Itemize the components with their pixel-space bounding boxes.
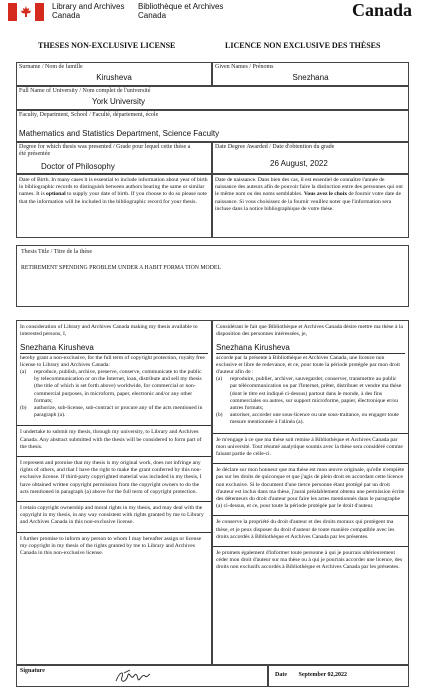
given-names-label: Given Names / Prénoms — [215, 64, 274, 70]
surname-box — [16, 62, 212, 86]
license-fr-grant: accorde par la présente à Bibliothèque et Archives Canada, une licence non exclusive et libre de redevance, et ce, pour toute la période protégée par mon droit d'auteur afin de : — [216, 354, 400, 376]
divider — [213, 433, 408, 434]
university-label: Full Name of University / Nom complet de l'université — [19, 88, 151, 94]
divider — [17, 456, 211, 457]
license-title-fr: LICENCE NON EXCLUSIVE DES THÈSES — [225, 41, 381, 50]
license-en-name-line — [20, 353, 208, 354]
license-en-p1: I undertake to submit my thesis, through my university, to Library and Archives Canada. Any abstract submitted with the thesis will be considered to form part of the thesis. — [20, 429, 202, 450]
date-of-birth-en-text: Date of Birth. In many cases it is essential to include information about year of birth in bibliographic records to distinguish between authors bearing the same or similar names. It is optional to supply your date of birth. If you choose to do so please note that the information will be included in the bibliographic record for your thesis. — [19, 177, 208, 205]
signature-box — [16, 665, 268, 687]
license-fr-item-a: (a) reproduire, publier, archiver, sauvegarder, conserver, transmettre au public par télécommunication ou par l'Internet, prêter, distribuer et vendre ma thèse (dont le titre est indiqué ci-dessus) partout dans le monde, à des fins commerciales ou autres, sur support microforme, papier, électronique et/ou autres formats; — [216, 376, 402, 412]
faculty-value: Mathematics and Statistics Department, Science Faculty — [19, 129, 220, 138]
handwritten-signature-icon — [112, 667, 152, 687]
license-en-name: Snezhana Kirusheva — [20, 343, 94, 353]
faculty-label: Faculty, Department, School / Faculté, département, école — [19, 112, 159, 118]
given-names-value: Snezhana — [292, 73, 329, 82]
date-awarded-value: 26 August, 2022 — [270, 159, 328, 168]
degree-value: Doctor of Philosophy — [41, 162, 115, 171]
thesis-title-label: Thesis Title / Titre de la thèse — [21, 249, 93, 255]
date-of-birth-en-box — [16, 174, 212, 238]
degree-label: Degree for which thesis was presented / Grade pour lequel cette thèse a été présentée — [19, 144, 191, 157]
faculty-box — [16, 110, 409, 142]
license-fr-box — [212, 320, 409, 665]
license-fr-p3: Je conserve la propriété du droit d'auteur et des droits moraux qui protègent ma thèse, et je peux disposer du droit d'auteur de toute manière compatible avec les droits accordés à Bibliothèque et Archives Canada par les présentes. — [216, 519, 395, 540]
license-fr-item-b: (b) autoriser, accorder une sous-licence ou une sous-traitance, ou engager toute mesure mentionnée à l'alinéa (a). — [216, 412, 399, 426]
date-of-birth-fr-text: Date de naissance. Dans bien des cas, il est essentiel de connaître l'année de naissance des auteurs afin de pouvoir faire la distinction entre des personnes qui ont le même nom ou des noms semblables. Vous avez le choix de fournir votre date de naissance. Si vous choisissez de la fournir veuillez noter que l'information sera incluse dans la notice bibliographique de votre thèse. — [215, 177, 403, 212]
thesis-title-box — [16, 245, 409, 307]
university-value: York University — [92, 97, 146, 106]
surname-value: Kirusheva — [96, 73, 132, 82]
canada-flag-icon — [8, 3, 44, 21]
thesis-title-value: RETIREMENT SPENDING PROBLEM UNDER A HABIT FORMA TION MODEL — [21, 265, 222, 271]
date-value: September 02,2022 — [298, 672, 348, 678]
license-en-box — [16, 320, 212, 665]
divider — [213, 463, 408, 464]
canada-wordmark: Canada — [352, 0, 413, 20]
divider — [213, 546, 408, 547]
date-awarded-box — [212, 142, 409, 174]
department-name-en: Library and Archives Canada — [52, 2, 125, 20]
divider — [17, 532, 211, 533]
department-name-fr: Bibliothèque et Archives Canada — [138, 2, 224, 20]
degree-box — [16, 142, 212, 174]
divider — [17, 501, 211, 502]
license-en-item-b: (b) authorize, sub-license, sub-contract or procure any of the acts mentioned in paragraph (a). — [20, 405, 203, 419]
license-fr-p1: Je m'engage à ce que ma thèse soit remise à Bibliothèque et Archives Canada par mon université. Tout résumé analytique soumis avec la thèse sera considéré comme faisant partie de celle-ci. — [216, 436, 403, 458]
license-fr-intro: Considérant le fait que Bibliothèque et Archives Canada désire mettre ma thèse à la disposition des personnes intéressées, je, — [216, 324, 403, 338]
license-en-p3: I retain copyright ownership and moral rights in my thesis, and may deal with the copyright in my thesis, in any way consistent with rights granted by me to Library and Archives Canada in this non-exclusive license. — [20, 505, 204, 526]
surname-label: Surname / Nom de famille — [19, 64, 83, 70]
university-box — [16, 86, 409, 110]
license-en-p4: I further promise to inform any person to whom I may hereafter assign or license my copyright in my thesis of the rights granted by me to Library and Archives Canada in this non-exclusive license. — [20, 535, 202, 557]
signature-label: Signature — [20, 668, 45, 674]
license-en-p2: I represent and promise that my thesis is my original work, does not infringe any rights of others, and that I have the right to make the grant conferred by this non-exclusive license. If third-party copyrighted material was included in my thesis, I have obtained written copyright permission from the copyright owners to do the acts mentioned in paragraph (a) above for the full term of copyright protection. — [20, 460, 202, 495]
date-of-birth-fr-box — [212, 174, 409, 238]
license-fr-p2: Je déclare sur mon honneur que ma thèse est mon œuvre originale, qu'elle n'empiète pas sur les droits de quiconque et que j'agis de plein droit en accordant cette licence non exclusive. Si le document d'une tierce personne étant protégé par un droit d'auteur est inclus dans ma thèse, j'aurai préalablement obtenu une permission écrite des détenteurs du droit d'auteur pour faire les actes mentionnés dans le paragraphe (a) ci-dessus, et ce, pour toute la période protégée par le droit d'auteur. — [216, 467, 405, 510]
license-fr-p4: Je promets également d'informer toute personne à qui je pourrais ultérieurement céder mon droit d'auteur sur ma thèse ou à qui je pourrais accorder une licence, des droits non exclusifs accordés à Bibliothèque et Archives Canada par les présentes. — [216, 550, 403, 571]
license-title-en: THESES NON-EXCLUSIVE LICENSE — [38, 41, 176, 50]
divider — [17, 425, 211, 426]
license-fr-name-line — [216, 353, 405, 354]
license-en-intro: In consideration of Library and Archives Canada making my thesis available to interested persons, I, — [20, 324, 198, 338]
divider — [213, 515, 408, 516]
license-en-item-a: (a) reproduce, publish, archive, preserve, conserve, communicate to the public by telecommunication or on the Internet, loan, distribute and sell my thesis (the title of which is set forth above) worldwide, for commercial or non-commercial purposes, in microform, paper, electronic and/or any other formats; — [20, 369, 202, 404]
date-label: Date — [275, 672, 287, 678]
given-names-box — [212, 62, 409, 86]
license-en-grant: hereby grant a non-exclusive, for the full term of copyright protection, royalty free license to Library and Archives Canada: — [20, 354, 205, 368]
date-box — [268, 665, 409, 687]
date-awarded-label: Date Degree Awarded / Date d'obtention du grade — [215, 144, 335, 150]
license-fr-name: Snezhana Kirusheva — [216, 343, 290, 353]
